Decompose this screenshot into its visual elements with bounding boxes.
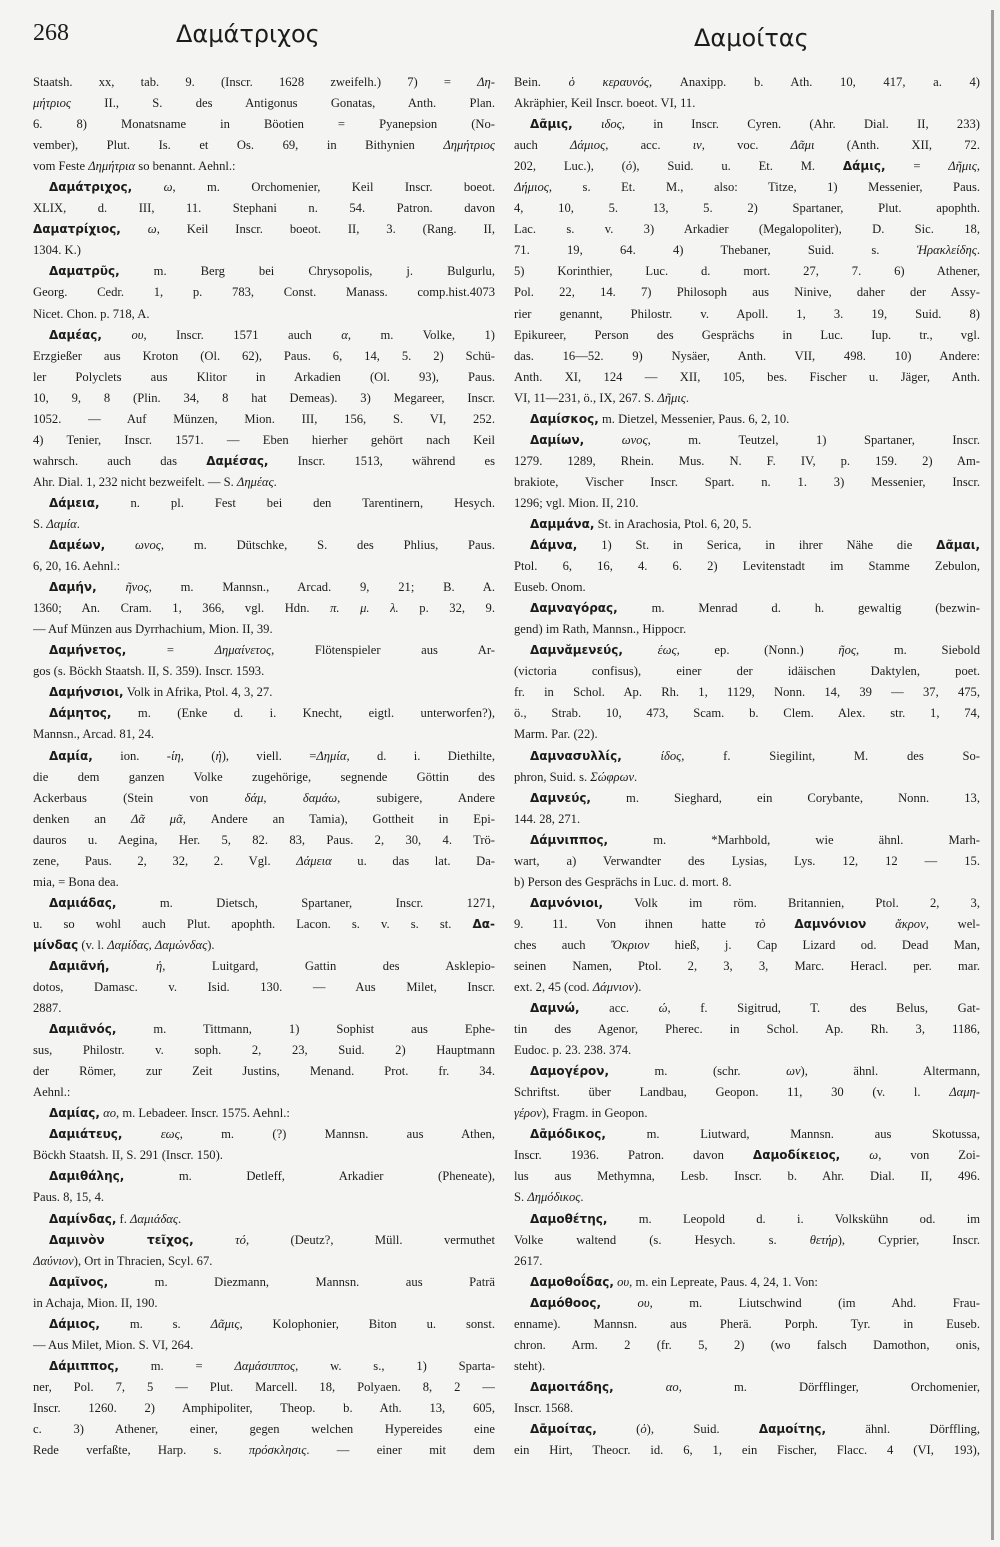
headword: Δαμήν, [49, 580, 97, 595]
headword: Δαμογέρον, [530, 1064, 610, 1079]
text-line: dotos, Damasc. v. Isid. 130. — Aus Milet, Inscr. [33, 980, 495, 995]
text-line: Inscr. 1936. Patron. davon Δαμοδίκειος, ω, von Zoi- [514, 1148, 980, 1163]
text-line: c. 3) Athener, einer, gegen welchen Hypereides eine [33, 1422, 495, 1436]
greek-italic: Δημαίνετος [214, 643, 272, 658]
text-line: μήτριος II., S. des Antigonus Gonatas, Anth. Plan. [33, 96, 495, 111]
text-line: — Aus Milet, Mion. S. VI, 264. [33, 1337, 194, 1352]
greek-italic: Δαμώνδας [154, 937, 208, 952]
headword: Δάμεια, [49, 495, 100, 510]
text-line: 1052. — Auf Münzen, Mion. III, 156, S. VI, 252. [33, 411, 495, 426]
text-line: Δαμίσκος, m. Dietzel, Messenier, Paus. 6, 2, 10. [530, 411, 790, 426]
text-line: Δαμναγόρας, m. Menrad d. h. gewaltig (bezwin- [530, 601, 980, 616]
text-line: Δαμνώ, acc. ώ, f. Sigitrud, T. des Belus, Gat- [530, 1001, 980, 1016]
text-line: ler Polyclets aus Klitor in Arkadien (Ol. 93), Paus. [33, 369, 495, 384]
text-line: Δαμέας, ου, Inscr. 1571 auch α, m. Volke, 1) [49, 327, 495, 342]
text-line: Δάμητος, m. (Enke d. i. Knecht, eigtl. unterworfen?), [49, 706, 495, 721]
headword: Δαμοίτης, [758, 1422, 827, 1436]
headword: Δαμόθοος, [530, 1295, 602, 1310]
text-line: ches auch Ὄκριον hieß, j. Cap Lizard od. Dead Man, [514, 937, 980, 952]
text-line: Δᾱμοίτας, (ὁ), Suid. Δαμοίτης, ähnl. Dörffling, [530, 1422, 980, 1436]
text-line: γέρον), Fragm. in Geopon. [514, 1106, 648, 1121]
text-line: fr. in Schol. Ap. Rh. 1, 1129, Nonn. 14, 39 — 37, 475, [514, 685, 980, 700]
greek-italic: ου [131, 327, 144, 342]
headword: Δαμίσκος, [530, 411, 599, 426]
text-line: Inscr. 1568. [514, 1400, 574, 1415]
headword: Δαμιθάλης, [49, 1169, 125, 1184]
text-line: ö., Strab. 10, 473, Scam. b. Clem. Alex. str. 1, 74, [514, 706, 980, 721]
headword: Δάμνιππος, [530, 832, 609, 847]
headword: Δαμιᾶνή, [49, 958, 110, 973]
text-line: Nicet. Chon. p. 718, A. [33, 306, 150, 321]
headword: Δαμνεύς, [530, 790, 591, 805]
text-line: Δαμοθοΐδας, ου, m. ein Lepreate, Paus. 4, 24, 1. Von: [530, 1274, 818, 1289]
greek-italic: ὁ [640, 1422, 647, 1436]
running-header [0, 18, 1000, 62]
text-line: Δαμιάτευς, εως, m. (?) Mannsn. aus Athen, [49, 1127, 495, 1142]
text-line: auch Δάμιος, acc. ιν, voc. Δᾶμι (Anth. XII, 72. [514, 138, 980, 153]
headword: Δαμοθέτης, [530, 1211, 608, 1226]
greek-italic: πρόσκλησις [248, 1443, 307, 1458]
greek-italic: ων [786, 1064, 801, 1079]
text-line: Δαμίνδας, f. Δαμιάδας. [49, 1211, 182, 1226]
headword: Δᾶμις, [530, 117, 573, 132]
text-line: gend) im Rath, Mannsn., Hippocr. [514, 622, 687, 637]
headword: Δάμιππος, [49, 1358, 119, 1373]
greek-italic: -ίη [166, 748, 181, 763]
headword: Δαμάτριχος, [49, 180, 133, 195]
headword: Δαματρίχιος, [33, 222, 121, 237]
greek-italic: ίδος [660, 748, 682, 763]
greek-italic: Δαύνιον [33, 1253, 74, 1268]
greek-italic: ῆνος [125, 580, 149, 595]
text-line: 10, 9, 8 (Plin. 34, 8 hat Demeas). 3) Megareer, Inscr. [33, 390, 495, 405]
greek-italic: Δᾶμις [210, 1316, 240, 1331]
text-line: Δάμεια, n. pl. Fest bei den Tarentinern, Hesych. [49, 495, 495, 510]
text-line: Ptol. 6, 16, 4. 6. 2) Levitenstadt im Stamme Zebulon, [514, 559, 980, 574]
greek-italic: δαμάω [302, 790, 338, 805]
text-line: 1304. K.) [33, 243, 81, 258]
greek-italic: μήτριος [33, 96, 72, 111]
text-line: Epikureer, Person des Gesprächs in Luc. Iup. tr., vgl. [514, 327, 980, 342]
headword: Δαμνασυλλίς, [530, 748, 622, 763]
headword: Δαμέων, [49, 538, 106, 553]
text-line: b) Person des Gesprächs in Luc. d. mort. 8. [514, 874, 732, 889]
text-line: 6. 8) Monatsname in Böotien = Pyanepsion (No- [33, 117, 495, 132]
greek-italic: ώ [658, 1001, 668, 1016]
text-line: sus, Philostr. v. soph. 2, 23, Suid. 2) Hauptmann [33, 1043, 495, 1058]
text-line: ext. 2, 45 (cod. Δάμνιον). [514, 980, 642, 995]
headword: Δαμιᾶνός, [49, 1022, 117, 1037]
headword: Δαμέσας, [206, 453, 269, 468]
text-line: Δαμάτριχος, ω, m. Orchomenier, Keil Inscr. boeot. [49, 180, 495, 195]
headword: Δαμνώ, [530, 1001, 580, 1016]
greek-italic: ου [637, 1295, 650, 1310]
greek-italic: ὁ κεραυνός [568, 75, 649, 89]
text-line: Δαματρίχιος, ω, Keil Inscr. boeot. II, 3. (Rang. II, [33, 222, 495, 237]
text-line: 2617. [514, 1253, 543, 1268]
text-line: Δαμνόνιοι, Volk im röm. Britannien, Ptol. 2, 3, [530, 895, 980, 910]
headword: Δα- [472, 916, 495, 931]
text-line: Δαμῖνος, m. Diezmann, Mannsn. aus Paträ [49, 1274, 495, 1289]
greek-italic: Δημήτρια [88, 159, 136, 174]
text-line: Erzgießer aus Kroton (Ol. 62), Paus. 6, 14, 5. 2) Schü- [33, 348, 495, 363]
greek-italic: Δημόδικος [527, 1190, 581, 1205]
greek-italic: α [341, 327, 348, 342]
text-line: 4, 10, 5. 13, 5. 2) Spartaner, Plut. apophth. [514, 201, 980, 216]
text-line: Δάμνιππος, m. *Marhbold, wie ähnl. Marh- [530, 832, 980, 847]
greek-italic: ἡ [156, 958, 163, 973]
text-line: chron. Arm. 2 (fr. 5, 2) (wo falsch Damothon, onis, [514, 1337, 980, 1352]
text-line: Euseb. Onom. [514, 580, 586, 595]
greek-italic: Ἡρακλείδης [916, 243, 977, 258]
greek-italic: εως [160, 1127, 180, 1142]
text-line: die dem ganzen Volke zugehörige, segnende Göttin des [33, 769, 495, 784]
text-line: 4) Tenier, Inscr. 1571. — Eben hierher gehört nach Keil [33, 432, 495, 447]
text-line: 71. 19, 64. 4) Thebaner, Suid. s. Ἡρακλείδης. [514, 243, 980, 258]
text-line: Eudoc. p. 23. 238. 374. [514, 1043, 632, 1058]
text-line: Inscr. 1260. 2) Amphipoliter, Theop. b. Ath. 13, 605, [33, 1400, 495, 1415]
greek-italic: π. μ. λ. [330, 601, 399, 616]
greek-italic: ωνος [135, 538, 161, 553]
text-line: Δαμιᾶνή, ἡ, Luitgard, Gattin des Asklepio- [49, 958, 495, 973]
greek-italic: Δαμάσιππος [234, 1358, 296, 1373]
headword: Δαμινὸν τεῖχος, [49, 1232, 194, 1247]
greek-italic: Δᾶμι [790, 138, 815, 153]
text-line: Aehnl.: [33, 1085, 71, 1100]
text-line: Δαμίων, ωνος, m. Teutzel, 1) Spartaner, Inscr. [530, 432, 980, 447]
greek-italic: έως [657, 643, 677, 658]
headword: Δᾱμοίτας, [530, 1422, 597, 1436]
text-line: VI, 11—231, ö., IX, 267. S. Δῆμις. [514, 390, 690, 405]
left-column [33, 72, 495, 1461]
text-line: Δαμία, ion. -ίη, (ἡ), viell. =Δημία, d. i. Diethilte, [49, 748, 495, 763]
text-line: Δαμνασυλλίς, ίδος, f. Siegilint, M. des So- [530, 748, 980, 763]
text-line: Schriftst. über Landbau, Geopon. 11, 30 (v. l. Δαμη- [514, 1085, 980, 1100]
greek-italic: Δη- [477, 75, 495, 89]
text-line: Δαματρῦς, m. Berg bei Chrysopolis, j. Bulgurlu, [49, 264, 495, 279]
text-line: in Achaja, Mion. II, 190. [33, 1295, 158, 1310]
text-line: Böckh Staatsh. II, S. 291 (Inscr. 150). [33, 1148, 223, 1163]
greek-italic: ἡ [215, 748, 222, 763]
text-line: 6, 20, 16. Aehnl.: [33, 559, 121, 574]
greek-italic: Δημία [316, 748, 347, 763]
headword: μίνδας [33, 937, 79, 952]
greek-italic: Ὄκριον [610, 937, 650, 952]
text-line: wart, a) Verwandter des Lysias, Lys. 12, 12 — 15. [514, 853, 980, 868]
text-line: tin des Agenor, Pherec. in Schol. Ap. Rh. 3, 1186, [514, 1022, 980, 1037]
greek-italic: Σώφρων [590, 769, 635, 784]
right-column [514, 72, 980, 1461]
page-edge-shadow [991, 10, 994, 1540]
text-line: Δαμοθέτης, m. Leopold d. i. Volkskühn od. im [530, 1211, 980, 1226]
text-line: vember), Plut. Is. et Os. 69, in Bithynien Δημήτριος [33, 138, 495, 153]
greek-italic: τὸ [754, 916, 766, 931]
text-line: dauros u. Aegina, Her. 5, 82. 83, Paus. 2, 30, 4. Trö- [33, 832, 495, 847]
greek-italic: Δήμιος [514, 180, 549, 195]
text-line: lus aus Methymna, Lesb. Inscr. b. Ahr. Dial. II, 496. [514, 1169, 980, 1184]
text-line: Δαύνιον), Ort in Thracien, Scyl. 67. [33, 1253, 213, 1268]
text-line: Bein. ὁ κεραυνός, Anaxipp. b. Ath. 10, 417, a. 4) [514, 75, 980, 89]
headword: Δαματρῦς, [49, 264, 120, 279]
greek-italic: ω [163, 180, 173, 195]
text-line: steht). [514, 1358, 546, 1373]
text-line: 5) Korinthier, Luc. d. mort. 27, 7. 6) Athener, [514, 264, 980, 279]
text-line: μίνδας (v. l. Δαμίδας, Δαμώνδας). [33, 937, 215, 952]
headword: Δαμιάδας, [49, 895, 117, 910]
right-running-headword: Δαμοίτας [694, 24, 809, 52]
text-line: ein Hirt, Theocr. id. 6, 1, ein Fischer, Flacc. 4 (VI, 193), [514, 1443, 980, 1458]
greek-italic: Δημέας [236, 474, 274, 489]
headword: Δαμία, [49, 748, 93, 763]
text-line: Ahr. Dial. 1, 232 nicht bezweifelt. — S. Δημέας. [33, 474, 277, 489]
headword: Δαμήνετος, [49, 643, 127, 658]
text-line: Δαμιθάλης, m. Detleff, Arkadier (Pheneate), [49, 1169, 495, 1184]
text-line: ner, Pol. 7, 5 — Plut. Marcell. 18, Polyaen. 8, 2 — [33, 1379, 495, 1394]
text-line: Δαμνεύς, m. Sieghard, ein Corybante, Nonn. 13, [530, 790, 980, 805]
headword: Δάμητος, [49, 706, 112, 721]
text-line: Δαμιᾶνός, m. Tittmann, 1) Sophist aus Ephe- [49, 1022, 495, 1037]
text-line: S. Δημόδικος. [514, 1190, 584, 1205]
greek-italic: Δῆμις [657, 390, 686, 405]
text-line: u. so wohl auch Plut. apophth. Lacon. s. v. s. st. Δα- [33, 916, 495, 931]
greek-italic: αο [103, 1106, 117, 1121]
text-line: Δήμιος, s. Et. M., also: Titze, 1) Messenier, Paus. [514, 180, 980, 195]
headword: Δάμνα, [530, 538, 578, 553]
headword: Δαμῖνος, [49, 1274, 109, 1289]
greek-italic: ιν [692, 138, 702, 153]
greek-italic: Δάμνιον [592, 980, 635, 995]
text-line: 144. 28, 271. [514, 811, 581, 826]
text-line: der Römer, zur Zeit Justins, Menand. Prot. fr. 34. [33, 1064, 495, 1079]
headword: Δάμιος, [49, 1316, 100, 1331]
headword: Δᾶμαι, [936, 538, 980, 553]
text-line: Staatsh. xx, tab. 9. (Inscr. 1628 zweifelh.) 7) = Δη- [33, 75, 495, 89]
text-line: Δαμοιτάδης, αο, m. Dörfflinger, Orchomenier, [530, 1379, 980, 1394]
text-line: S. Δαμία. [33, 516, 80, 531]
text-line: 2887. [33, 1001, 62, 1016]
text-line: 1296; vgl. Mion. II, 210. [514, 495, 639, 510]
greek-italic: Δῆμις [948, 159, 977, 174]
text-line: Δαμνᾰμενεύς, έως, ep. (Nonn.) ῆος, m. Siebold [530, 643, 980, 658]
greek-italic: ου [617, 1274, 630, 1289]
page-number: 268 [33, 20, 69, 46]
text-line: Akräphier, Keil Inscr. boeot. VI, 11. [514, 96, 696, 111]
text-line: enname). Mannsn. aus Pherä. Porph. Tyr. in Euseb. [514, 1316, 980, 1331]
headword: Δαμνόνιον [794, 916, 867, 931]
text-line: Δᾱμόδικος, m. Liutward, Mannsn. aus Skotussa, [530, 1127, 980, 1142]
text-line: Δαμέων, ωνος, m. Dütschke, S. des Phlius, Paus. [49, 538, 495, 553]
text-line: 1279. 1289, Rhein. Mus. N. F. IV, p. 159. 2) Am- [514, 453, 980, 468]
text-line: rier genannt, Philostr. v. Apoll. 1, 3. 19, Suid. 8) [514, 306, 980, 321]
text-line: Georg. Cedr. 1, p. 783, Const. Manass. comp.hist.4073 [33, 285, 495, 300]
greek-italic: δάμ [244, 790, 264, 805]
greek-italic: Δαμιάδας [130, 1211, 179, 1226]
text-line: phron, Suid. s. Σώφρων. [514, 769, 638, 784]
text-line: Pol. 22, 14. 7) Philosoph aus Ninive, daher der Assy- [514, 285, 980, 300]
greek-italic: τό [235, 1232, 246, 1247]
text-line: denken an Δᾶ μᾶ, Andere an Tamia), Gottheit in Epi- [33, 811, 495, 826]
greek-italic: Δαμίδας [107, 937, 149, 952]
headword: Δαμίνδας, [49, 1211, 117, 1226]
text-line: Anth. XI, 124 — XII, 105, bes. Fischer u. Jäger, Anth. [514, 369, 980, 384]
text-line: Ackerbaus (Stein von δάμ, δαμάω, subigere, Andere [33, 790, 495, 805]
text-line: wahrsch. auch das Δαμέσας, Inscr. 1513, während es [33, 453, 495, 468]
text-line: 1360; An. Cram. 1, 366, vgl. Hdn. π. μ. λ. p. 32, 9. [33, 601, 495, 616]
greek-italic: ω [147, 222, 157, 237]
text-line: Δαμήνετος, = Δημαίνετος, Flötenspieler aus Ar- [49, 643, 495, 658]
text-line: Δαμόθοος, ου, m. Liutschwind (im Ahd. Frau- [530, 1295, 980, 1310]
text-line: 9. 11. Von ihnen hatte τὸ Δαμνόνιον ἄκρον, wel- [514, 916, 980, 931]
greek-italic: Δᾶ μᾶ [130, 811, 183, 826]
greek-italic: γέρον [514, 1106, 542, 1121]
text-line: Δάμιος, m. s. Δᾶμις, Kolophonier, Biton u. sonst. [49, 1316, 495, 1331]
greek-italic: Δημήτριος [443, 138, 495, 153]
text-line: Δαμήνσιοι, Volk in Afrika, Ptol. 4, 3, 27. [49, 685, 273, 700]
headword: Δαμοθοΐδας, [530, 1274, 614, 1289]
text-line: Rede verfaßte, Harp. s. πρόσκλησις. — einer mit dem [33, 1443, 495, 1458]
greek-italic: ἄκρον [895, 916, 926, 931]
headword: Δαμίας, [49, 1106, 100, 1121]
text-line: Mannsn., Arcad. 81, 24. [33, 727, 155, 742]
greek-italic: Δάμεια [296, 853, 332, 868]
headword: Δαμιάτευς, [49, 1127, 123, 1142]
headword: Δᾱμόδικος, [530, 1127, 606, 1142]
text-line: Δᾶμις, ιδος, in Inscr. Cyren. (Ahr. Dial. II, 233) [530, 117, 980, 132]
text-line: Δαμίας, αο, m. Lebadeer. Inscr. 1575. Aehnl.: [49, 1106, 290, 1121]
text-line: Lac. s. v. 3) Arkadier (Megalopoliter), D. Sic. 18, [514, 222, 980, 237]
text-line: brakiote, Vischer Inscr. Spart. n. 1. 3) Messenier, Inscr. [514, 474, 980, 489]
greek-italic: Δάμιος [569, 138, 606, 153]
greek-italic: Δαμη- [949, 1085, 980, 1100]
headword: Δαμναγόρας, [530, 601, 618, 616]
text-line: gos (s. Böckh Staatsh. II, S. 359). Inscr. 1593. [33, 664, 265, 679]
text-line: Volke waltend (s. Hesych. s. θετήρ), Cyprier, Inscr. [514, 1232, 980, 1247]
text-line: — Auf Münzen aus Dyrrhachium, Mion. II, 39. [33, 622, 273, 637]
headword: Δαμίων, [530, 432, 585, 447]
text-line: Δαμμάνα, St. in Arachosia, Ptol. 6, 20, 5. [530, 516, 752, 531]
greek-italic: αο [665, 1379, 679, 1394]
headword: Δαμνόνιοι, [530, 895, 604, 910]
greek-italic: θετήρ [809, 1232, 838, 1247]
text-line: Δαμήν, ῆνος, m. Mannsn., Arcad. 9, 21; B. A. [49, 580, 495, 595]
text-line: Δάμιππος, m. = Δαμάσιππος, w. s., 1) Sparta- [49, 1358, 495, 1373]
greek-italic: ὁ [625, 159, 633, 174]
greek-italic: ιδος [601, 117, 622, 132]
text-line: Δαμινὸν τεῖχος, τό, (Deutz?, Müll. vermuthet [49, 1232, 495, 1247]
headword: Δαμέας, [49, 327, 102, 342]
text-line: Marm. Par. (22). [514, 727, 598, 742]
greek-italic: ωνος [621, 432, 648, 447]
greek-italic: ω [869, 1148, 879, 1163]
text-line: zene, Paus. 2, 32, 2. Vgl. Δάμεια u. das lat. Da- [33, 853, 495, 868]
headword: Δαμνᾰμενεύς, [530, 643, 623, 658]
text-line: vom Feste Δημήτρια so benannt. Aehnl.: [33, 159, 236, 174]
headword: Δαμοιτάδης, [530, 1379, 614, 1394]
text-line: seinen Namen, Ptol. 2, 3, 3, Marc. Heracl. per. mar. [514, 958, 980, 973]
text-line: Δαμιάδας, m. Dietsch, Spartaner, Inscr. 1271, [49, 895, 495, 910]
text-line: Δαμογέρον, m. (schr. ων), ähnl. Altermann, [530, 1064, 980, 1079]
greek-italic: Δαμία [46, 516, 77, 531]
text-line: XLIX, d. III, 11. Stephani n. 54. Patron. davon [33, 201, 495, 216]
text-line: das. 16—52. 9) Nysäer, Anth. VII, 498. 10) Andere: [514, 348, 980, 363]
text-line: (victoria confisus), einer der idäischen Daktylen, poet. [514, 664, 980, 679]
headword: Δαμμάνα, [530, 516, 595, 531]
headword: Δάμις, [842, 159, 886, 174]
text-line: Paus. 8, 15, 4. [33, 1190, 105, 1205]
text-line: mia, = Bona dea. [33, 874, 119, 889]
headword: Δαμοδίκειος, [752, 1148, 841, 1163]
text-line: Δάμνα, 1) St. in Serica, in ihrer Nähe die Δᾶμαι, [530, 538, 980, 553]
left-running-headword: Δαμάτριχος [176, 20, 320, 48]
headword: Δαμήνσιοι, [49, 685, 124, 700]
text-line: 202, Luc.), (ὁ), Suid. u. Et. M. Δάμις, = Δῆμις, [514, 159, 980, 174]
greek-italic: ῆος [838, 643, 857, 658]
